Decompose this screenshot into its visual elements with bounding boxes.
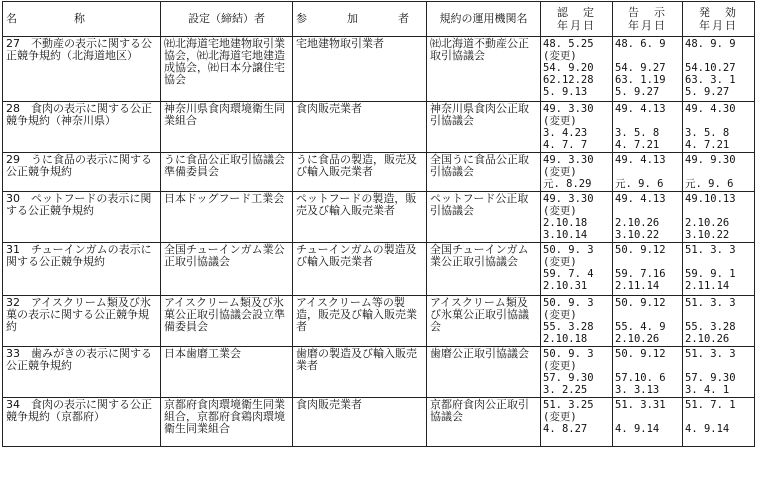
date-entry: (変更): [543, 360, 577, 372]
date-entry: 2.11.14: [615, 280, 660, 292]
date-entry: 2.10.31: [543, 280, 588, 292]
date-entry: 55. 3.28: [685, 321, 736, 333]
header-setter: 設定（締結）者: [161, 2, 293, 37]
rule-org: 京都府食肉公正取引協議会: [427, 398, 541, 447]
date-entry: 3.10.22: [685, 229, 730, 241]
rule-participants: 食肉販売業者: [293, 398, 427, 447]
date-entry: 3. 4.23: [543, 127, 588, 139]
rule-effective-dates: [683, 37, 755, 102]
date-entry: 4. 7.21: [685, 139, 730, 151]
date-entry: 51. 3. 3: [685, 244, 736, 256]
date-entry: 62.12.28: [543, 74, 594, 86]
table-row: [3, 347, 755, 398]
rule-setter: うに食品公正取引協議会準備委員会: [161, 153, 293, 192]
date-entry: 4. 9.14: [685, 423, 730, 435]
rule-announced-dates: [613, 243, 683, 296]
date-entry: [615, 309, 680, 321]
rule-name: 30 ペットフードの表示に関する公正競争規約: [3, 192, 161, 243]
competition-rules-table: [2, 1, 755, 447]
date-entry: [685, 411, 752, 423]
date-entry: [615, 50, 680, 62]
rule-org: 神奈川県食肉公正取引協議会: [427, 102, 541, 153]
date-entry: 54. 9.27: [615, 62, 666, 74]
table-row: [3, 398, 755, 447]
date-entry: 59. 7. 4: [543, 268, 594, 280]
rule-participants: ペットフードの製造，販売及び輸入販売業者: [293, 192, 427, 243]
date-entry: 50. 9. 3: [543, 297, 594, 309]
rule-announced-dates: [613, 296, 683, 347]
date-entry: 63. 3. 1: [685, 74, 736, 86]
date-entry: 49. 3.30: [543, 193, 594, 205]
date-entry: [685, 360, 752, 372]
date-entry: [615, 411, 680, 423]
date-entry: 2.10.18: [543, 217, 588, 229]
rule-name: 27 不動産の表示に関する公正競争規約（北海道地区）: [3, 37, 161, 102]
rule-enacted-dates: [541, 102, 613, 153]
date-entry: [685, 50, 752, 62]
rule-effective-dates: [683, 192, 755, 243]
rule-org: 全国うに食品公正取引協議会: [427, 153, 541, 192]
rule-setter: 日本ドッグフード工業会: [161, 192, 293, 243]
date-entry: 49. 4.13: [615, 103, 666, 115]
date-entry: 50. 9.12: [615, 297, 666, 309]
table-row: [3, 296, 755, 347]
rule-org: アイスクリーム類及び氷菓公正取引協議会: [427, 296, 541, 347]
date-entry: (変更): [543, 309, 577, 321]
date-entry: 2.10.26: [685, 333, 730, 345]
rule-participants: 歯磨の製造及び輸入販売業者: [293, 347, 427, 398]
rule-org: ㈳北海道不動産公正取引協議会: [427, 37, 541, 102]
rule-effective-dates: [683, 102, 755, 153]
date-entry: 3.10.22: [615, 229, 660, 241]
table-row: [3, 153, 755, 192]
rule-effective-dates: [683, 347, 755, 398]
header-effective: 発 効 年月日: [683, 2, 755, 37]
date-entry: 4. 9.14: [615, 423, 660, 435]
date-entry: 4. 7.21: [615, 139, 660, 151]
rule-enacted-dates: [541, 37, 613, 102]
rule-announced-dates: [613, 153, 683, 192]
date-entry: 50. 9. 3: [543, 244, 594, 256]
date-entry: [685, 309, 752, 321]
date-entry: 51. 7. 1: [685, 399, 736, 411]
rule-org: 歯磨公正取引協議会: [427, 347, 541, 398]
table-row: [3, 102, 755, 153]
rule-effective-dates: [683, 153, 755, 192]
rule-setter: 神奈川県食肉環境衛生同業組合: [161, 102, 293, 153]
date-entry: 48. 5.25: [543, 38, 594, 50]
date-entry: 50. 9. 3: [543, 348, 594, 360]
rule-org: 全国チューインガム業公正取引協議会: [427, 243, 541, 296]
rule-setter: 日本歯磨工業会: [161, 347, 293, 398]
header-row: [3, 2, 755, 37]
date-entry: 5. 9.13: [543, 86, 588, 98]
date-entry: 57. 9.30: [685, 372, 736, 384]
rule-setter: ㈳北海道宅地建物取引業協会，㈳北海道宅地建造成協会，㈳日本分譲住宅協会: [161, 37, 293, 102]
date-entry: 57. 9.30: [543, 372, 594, 384]
date-entry: 2.10.26: [615, 217, 660, 229]
date-entry: 2.10.26: [685, 217, 730, 229]
rule-effective-dates: [683, 398, 755, 447]
date-entry: 59. 7.16: [615, 268, 666, 280]
date-entry: (変更): [543, 411, 577, 423]
rule-participants: 宅地建物取引業者: [293, 37, 427, 102]
rule-announced-dates: [613, 347, 683, 398]
header-enacted: 認 定 年月日: [541, 2, 613, 37]
date-entry: 2.10.26: [615, 333, 660, 345]
rule-enacted-dates: [541, 296, 613, 347]
rule-enacted-dates: [541, 347, 613, 398]
date-entry: 57.10. 6: [615, 372, 666, 384]
date-entry: 49. 4.13: [615, 193, 666, 205]
date-entry: 48. 6. 9: [615, 38, 666, 50]
date-entry: [615, 360, 680, 372]
date-entry: [685, 205, 752, 217]
date-entry: 元. 9. 6: [615, 178, 664, 190]
date-entry: 49. 3.30: [543, 103, 594, 115]
date-entry: (変更): [543, 50, 577, 62]
date-entry: [685, 166, 752, 178]
date-entry: 48. 9. 9: [685, 38, 736, 50]
date-entry: 51. 3.31: [615, 399, 666, 411]
date-entry: 元. 8.29: [543, 178, 592, 190]
date-entry: 50. 9.12: [615, 244, 666, 256]
rule-setter: 京都府食肉環境衛生同業組合，京都府食鶏肉環境衛生同業組合: [161, 398, 293, 447]
header-name: 名 称: [3, 2, 161, 37]
rule-setter: 全国チューインガム業公正取引協議会: [161, 243, 293, 296]
header-org: 規約の運用機関名: [427, 2, 541, 37]
rule-name: 33 歯みがきの表示に関する公正競争規約: [3, 347, 161, 398]
date-entry: 3. 4. 1: [685, 384, 730, 396]
rule-name: 29 うに食品の表示に関する公正競争規約: [3, 153, 161, 192]
rule-announced-dates: [613, 192, 683, 243]
date-entry: 49.10.13: [685, 193, 736, 205]
rule-setter: アイスクリーム類及び氷菓公正取引協議会設立準備委員会: [161, 296, 293, 347]
rule-enacted-dates: [541, 398, 613, 447]
date-entry: (変更): [543, 205, 577, 217]
header-participants: 参 加 者: [293, 2, 427, 37]
date-entry: (変更): [543, 166, 577, 178]
rule-name: 28 食肉の表示に関する公正競争規約（神奈川県）: [3, 102, 161, 153]
date-entry: 2.11.14: [685, 280, 730, 292]
rule-enacted-dates: [541, 192, 613, 243]
date-entry: 3.10.14: [543, 229, 588, 241]
rule-announced-dates: [613, 398, 683, 447]
date-entry: 51. 3. 3: [685, 348, 736, 360]
date-entry: 5. 9.27: [615, 86, 660, 98]
rule-effective-dates: [683, 243, 755, 296]
rule-enacted-dates: [541, 243, 613, 296]
date-entry: 4. 7. 7: [543, 139, 588, 151]
table-row: [3, 37, 755, 102]
date-entry: [615, 115, 680, 127]
rule-enacted-dates: [541, 153, 613, 192]
date-entry: 55. 3.28: [543, 321, 594, 333]
date-entry: [685, 115, 752, 127]
date-entry: 5. 9.27: [685, 86, 730, 98]
date-entry: 49. 4.13: [615, 154, 666, 166]
date-entry: 55. 4. 9: [615, 321, 666, 333]
date-entry: 50. 9.12: [615, 348, 666, 360]
date-entry: [685, 256, 752, 268]
date-entry: 3. 3.13: [615, 384, 660, 396]
document-page: [2, 1, 758, 490]
rule-effective-dates: [683, 296, 755, 347]
date-entry: 54. 9.20: [543, 62, 594, 74]
rule-name: 34 食肉の表示に関する公正競争規約（京都府）: [3, 398, 161, 447]
date-entry: 4. 8.27: [543, 423, 588, 435]
header-announced: 告 示 年月日: [613, 2, 683, 37]
date-entry: 51. 3. 3: [685, 297, 736, 309]
rule-participants: アイスクリーム等の製造，販売及び輸入販売業者: [293, 296, 427, 347]
date-entry: 54.10.27: [685, 62, 736, 74]
date-entry: 49. 4.30: [685, 103, 736, 115]
date-entry: 49. 3.30: [543, 154, 594, 166]
date-entry: 元. 9. 6: [685, 178, 734, 190]
rule-org: ペットフード公正取引協議会: [427, 192, 541, 243]
date-entry: 51. 3.25: [543, 399, 594, 411]
date-entry: 3. 5. 8: [615, 127, 660, 139]
date-entry: 2.10.18: [543, 333, 588, 345]
date-entry: (変更): [543, 115, 577, 127]
date-entry: [615, 205, 680, 217]
rule-participants: うに食品の製造，販売及び輸入販売業者: [293, 153, 427, 192]
date-entry: 3. 5. 8: [685, 127, 730, 139]
date-entry: 3. 2.25: [543, 384, 588, 396]
date-entry: (変更): [543, 256, 577, 268]
date-entry: 63. 1.19: [615, 74, 666, 86]
rule-announced-dates: [613, 37, 683, 102]
rule-name: 31 チューインガムの表示に関する公正競争規約: [3, 243, 161, 296]
table-row: [3, 243, 755, 296]
rule-announced-dates: [613, 102, 683, 153]
rule-participants: 食肉販売業者: [293, 102, 427, 153]
date-entry: 49. 9.30: [685, 154, 736, 166]
rule-name: 32 アイスクリーム類及び氷菓の表示に関する公正競争規約: [3, 296, 161, 347]
date-entry: [615, 256, 680, 268]
table-row: [3, 192, 755, 243]
date-entry: 59. 9. 1: [685, 268, 736, 280]
rule-participants: チューインガムの製造及び輸入販売業者: [293, 243, 427, 296]
date-entry: [615, 166, 680, 178]
